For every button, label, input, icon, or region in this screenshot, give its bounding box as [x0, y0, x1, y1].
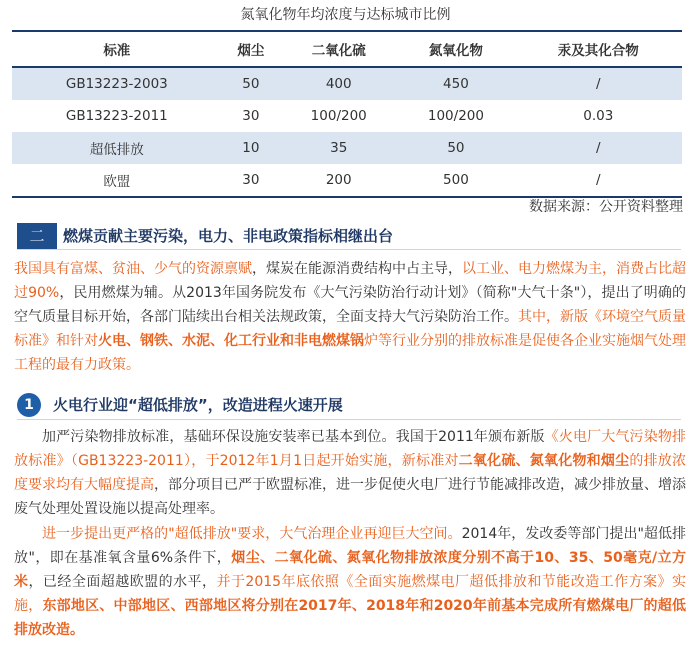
section-number-badge: 二	[17, 223, 57, 249]
text-run: 其中，新版《环境空气质量标准》和针对	[14, 309, 686, 349]
header-nox: 氮氧化物	[397, 31, 514, 67]
text-run: ，民用燃煤为辅。从2013年国务院发布《大气污染防治行动计划》（简称"大气十条"），提出了明确的空气质量目标开始，各部门陆续出台相关法规政策，全面支持大气污染防治工作。	[14, 285, 686, 325]
table-cell: 50	[222, 67, 281, 100]
text-run: 我国具有富煤、贫油、少气的资源禀赋	[14, 261, 252, 277]
table-row	[12, 132, 682, 164]
table-cell: 30	[222, 164, 281, 197]
paragraph-emission-standard	[14, 425, 686, 521]
table-cell: 400	[280, 67, 397, 100]
section-heading	[17, 223, 681, 250]
subsection-heading	[17, 393, 681, 420]
table-cell: 50	[397, 132, 514, 164]
text-run: ，部分项目已严于欧盟标准，进一步促使火电厂进行节能减排改造，减少排放量、增添废气处理处置设施以提高处理率。	[14, 477, 686, 517]
header-standard: 标准	[12, 31, 222, 67]
text-run: 加严污染物排放标准，基础环保设施安装率已基本到位。我国于2011年颁布新版	[42, 429, 545, 445]
text-run: 《火电厂大气污染物排放标准》（GB13223-2011），于2012年1月1日起开始实施，新标准对	[14, 429, 686, 469]
text-run: 炉等行业分别的排放标准是促使各企业实施烟气处理工程的最有力政策。	[14, 333, 686, 373]
table-cell: 450	[397, 67, 514, 100]
table-cell: /	[515, 67, 682, 100]
text-run: 东部地区、中部地区、西部地区将分别在2017年、2018年和2020年前基本完成所有燃煤电厂的超低排放改造。	[14, 598, 686, 638]
table-cell: 200	[280, 164, 397, 197]
table-row	[12, 100, 682, 132]
subsection-number-badge: 1	[17, 393, 41, 417]
data-source-note: 数据来源：公开资料整理	[529, 199, 683, 215]
header-mercury: 汞及其化合物	[515, 31, 682, 67]
text-run: 以工业、电力燃煤为主，消费占比超过90%	[14, 261, 686, 301]
table-cell: 0.03	[583, 108, 614, 124]
table-cell: 10	[222, 132, 281, 164]
table-cell: 100/200	[310, 108, 367, 124]
table-cell: /	[515, 164, 682, 197]
header-so2: 二氧化硫	[280, 31, 397, 67]
text-run: 并于2015年底依照《全面实施燃煤电厂超低排放和节能改造工作方案》实施，	[14, 574, 686, 614]
table-cell: GB13223-2011	[65, 108, 168, 124]
text-run: 二氧化硫、氮氧化物和烟尘	[458, 453, 630, 469]
paragraph-ultra-low-emission	[14, 522, 686, 642]
table-row	[12, 67, 682, 100]
paragraph-coal-policy	[14, 257, 686, 377]
table-cell: 500	[397, 164, 514, 197]
table-cell: 超低排放	[12, 132, 222, 164]
text-run: ，煤炭在能源消费结构中占主导，	[252, 261, 462, 277]
table-cell: /	[515, 132, 682, 164]
table-cell: GB13223-2003	[12, 67, 222, 100]
table-row	[12, 164, 682, 197]
emission-standards-table	[12, 30, 682, 198]
text-run: 火电、钢铁、水泥、化工行业和非电燃煤锅	[98, 333, 364, 349]
header-dust: 烟尘	[222, 31, 281, 67]
text-run: 进一步提出更严格的"超低排放"要求，大气治理企业再迎巨大空间。	[42, 526, 462, 542]
table-cell: 35	[280, 132, 397, 164]
table-cell: 100/200	[427, 108, 484, 124]
text-run: ，已经全面超越欧盟的水平，	[28, 574, 217, 590]
subsection-title: 火电行业迎“超低排放”，改造进程火速开展	[53, 396, 343, 414]
text-run: 烟尘、二氧化硫、氮氧化物排放浓度分别不高于10、35、50毫克/立方米	[14, 550, 686, 590]
section-title: 燃煤贡献主要污染，电力、非电政策指标相继出台	[63, 227, 394, 245]
table-header-row	[12, 31, 682, 67]
table-cell: 30	[242, 108, 260, 124]
table-cell: 欧盟	[12, 164, 222, 197]
text-run: 2014年，发改委等部门提出"超低排放"，即在基准氧含量6%条件下，	[14, 526, 686, 566]
table-caption: 氮氧化物年均浓度与达标城市比例	[240, 7, 451, 23]
text-run: 的排放浓度要求均有大幅度提高	[14, 453, 687, 493]
